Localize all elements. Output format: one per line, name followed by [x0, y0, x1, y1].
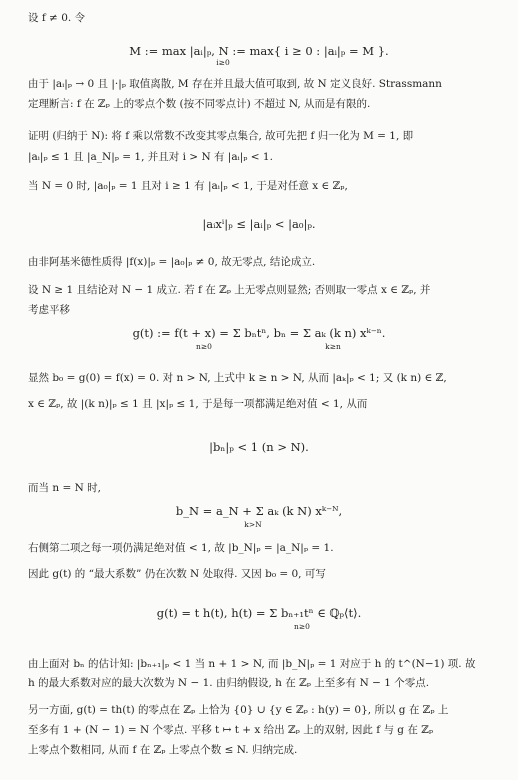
text-line: 设 f ≠ 0. 令 [28, 12, 86, 24]
formula-subscript: i≥0 [216, 58, 230, 67]
formula-subscript: n≥0 [294, 622, 310, 631]
display-formula-bn-bound: |bₙ|ₚ < 1 (n > N). [209, 440, 309, 454]
text-line: x ∈ ℤₚ, 故 |(k n)|ₚ ≤ 1 且 |x|ₚ ≤ 1, 于是每一项都满足绝对值 < 1, 从而 [28, 398, 368, 410]
display-formula-bN: b_N = a_N + Σ aₖ (k N) xᵏ⁻ᴺ, [175, 504, 343, 518]
text-line: 证明 (归纳于 N): 将 f 乘以常数不改变其零点集合, 故可先把 f 归一化为 M = 1, 即 [28, 130, 414, 142]
formula-subscript: k>N [244, 520, 262, 529]
display-formula-inequality: |aᵢxⁱ|ₚ ≤ |aᵢ|ₚ < |a₀|ₚ. [202, 217, 316, 231]
text-line: 设 N ≥ 1 且结论对 N − 1 成立. 若 f 在 ℤₚ 上无零点则显然; 否则取一零点 x ∈ ℤₚ, 并 [28, 284, 431, 296]
text-line: 上零点个数相同, 从而 f 在 ℤₚ 上零点个数 ≤ N. 归纳完成. [28, 744, 298, 756]
text-line: 显然 b₀ = g(0) = f(x) = 0. 对 n > N, 上式中 k ≥ n > N, 从而 |aₖ|ₚ < 1; 又 (k n) ∈ ℤ, [28, 372, 447, 384]
text-line: 至多有 1 + (N − 1) = N 个零点. 平移 t ↦ t + x 给出 ℤₚ 上的双射, 因此 f 与 g 在 ℤₚ [28, 724, 434, 736]
text-line: 另一方面, g(t) = th(t) 的零点在 ℤₚ 上恰为 {0} ∪ {y ∈ ℤₚ : h(y) = 0}, 所以 g 在 ℤₚ 上 [28, 704, 449, 716]
formula-subscript: n≥0 [196, 342, 212, 351]
text-line: 定理断言: f 在 ℤₚ 上的零点个数 (按不同零点计) 不超过 N, 从而是有限的. [28, 98, 371, 110]
text-line: 考虑平移 [28, 304, 70, 316]
text-line: 当 N = 0 时, |a₀|ₚ = 1 且对 i ≥ 1 有 |aᵢ|ₚ < 1, 于是对任意 x ∈ ℤₚ, [28, 180, 348, 192]
display-formula-M-N: M := max |aᵢ|ₚ, N := max{ i ≥ 0 : |aᵢ|ₚ = M }. [129, 44, 389, 58]
formula-subscript: k≥n [325, 342, 341, 351]
text-line: 由于 |aᵢ|ₚ → 0 且 |·|ₚ 取值离散, M 存在并且最大值可取到, 故 N 定义良好. Strassmann [28, 78, 442, 90]
text-line: 由上面对 bₙ 的估计知: |bₙ₊₁|ₚ < 1 当 n + 1 > N, 而 |b_N|ₚ = 1 对应于 h 的 t^(N−1) 项. 故 [28, 658, 476, 670]
display-formula-h: g(t) = t h(t), h(t) = Σ bₙ₊₁tⁿ ∈ ℚₚ⟨t⟩. [156, 606, 362, 620]
text-line: 而当 n = N 时, [28, 482, 101, 494]
text-line: h 的最大系数对应的最大次数为 N − 1. 由归纳假设, h 在 ℤₚ 上至多有 N − 1 个零点. [28, 677, 430, 689]
text-line: 因此 g(t) 的 “最大系数” 仍在次数 N 处取得. 又因 b₀ = 0, 可写 [28, 568, 326, 580]
text-line: 右侧第二项之每一项仍满足绝对值 < 1, 故 |b_N|ₚ = |a_N|ₚ = 1. [28, 542, 334, 554]
text-line: 由非阿基米德性质得 |f(x)|ₚ = |a₀|ₚ ≠ 0, 故无零点, 结论成立. [28, 256, 316, 268]
text-line: |aᵢ|ₚ ≤ 1 且 |a_N|ₚ = 1, 并且对 i > N 有 |aᵢ|ₚ < 1. [28, 151, 273, 163]
display-formula-g: g(t) := f(t + x) = Σ bₙtⁿ, bₙ = Σ aₖ (k n) xᵏ⁻ⁿ. [132, 326, 386, 340]
